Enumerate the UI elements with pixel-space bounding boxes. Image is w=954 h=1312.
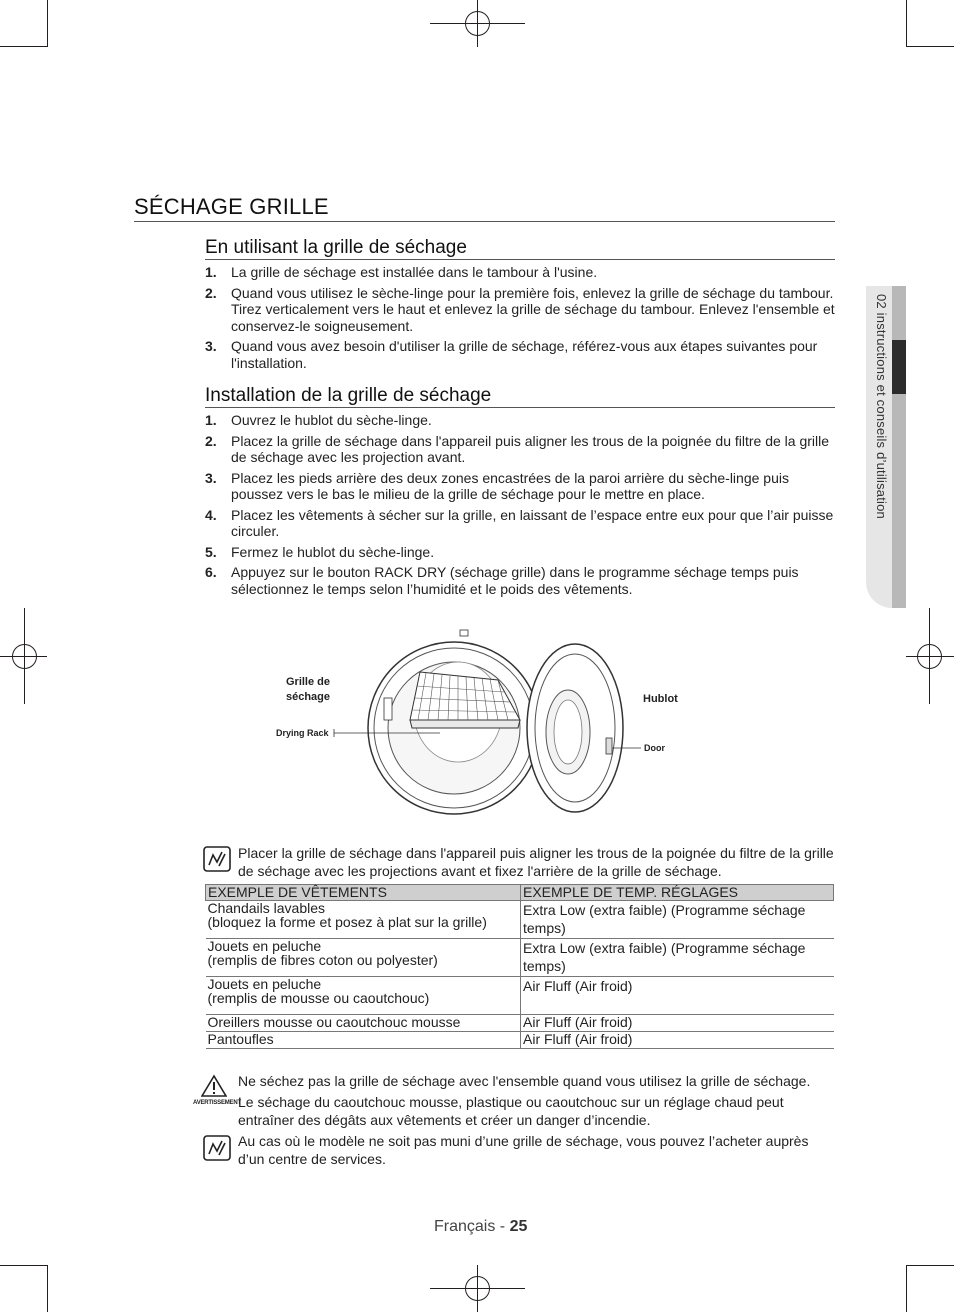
rack-label-en: Drying Rack xyxy=(276,728,329,738)
warning-text-1: Ne séchez pas la grille de séchage avec l'ensemble quand vous utilisez la grille de séchage. xyxy=(238,1073,811,1089)
rack-label-fr-line1: Grille de xyxy=(285,676,331,688)
section-heading-using: En utilisant la grille de séchage xyxy=(205,236,835,260)
table-cell: Chandails lavables xyxy=(207,900,326,916)
table-cell: Jouets en peluche xyxy=(207,938,322,954)
dryer-figure xyxy=(270,620,690,840)
clothing-settings-table xyxy=(205,884,834,1049)
table-cell: (remplis de fibres coton ou polyester) xyxy=(207,952,438,968)
warning-label: AVERTISSEMENT xyxy=(193,1100,241,1106)
list-item: 2. Placez la grille de séchage dans l'appareil puis aligner les trous de la poignée du filtre de la grille de séchage avec les projection avant. xyxy=(205,432,830,465)
page-footer xyxy=(434,1218,527,1236)
footer-separator: - xyxy=(495,1218,510,1235)
table-cell: Oreillers mousse ou caoutchouc mousse xyxy=(206,1015,521,1032)
list-item: 4. Placez les vêtements à sécher sur la grille, en laissant de l’espace entre eux pour que l’air puisse circuler. xyxy=(205,506,834,539)
list-item: 1. La grille de séchage est installée dans le tambour à l'usine. xyxy=(205,264,598,280)
installation-steps-list xyxy=(205,412,835,601)
chapter-side-marker xyxy=(892,340,906,394)
table-header-row xyxy=(206,885,834,901)
footer-language: Français xyxy=(434,1218,496,1235)
list-item: 2. Quand vous utilisez le sèche-linge pour la première fois, enlevez la grille de séchage du tambour. Tirez verticalement vers le haut et enlevez la grille de séchage du tambour. Enlevez l'ensemble et conservez-le soigneusement. xyxy=(205,284,835,334)
list-item: 6. Appuyez sur le bouton RACK DRY (séchage grille) dans le programme séchage temps puis sélectionnez le temps selon l’humidité et le poids des vêtements. xyxy=(205,564,799,597)
section-heading-installation: Installation de la grille de séchage xyxy=(205,384,835,408)
column-header-clothing: EXEMPLE DE VÊTEMENTS xyxy=(206,885,521,901)
note-text-placement: Placer la grille de séchage dans l'appareil puis aligner les trous de la poignée du filtre de la grille de séchage avec les projections avant et fixez l'arrière de la grille de séchage. xyxy=(238,845,834,879)
door-label-fr: Hublot xyxy=(643,693,678,705)
table-row xyxy=(206,939,834,977)
chapter-side-label: 02 instructions et conseils d’utilisation xyxy=(874,294,889,519)
table-row xyxy=(206,901,834,939)
dryer-illustration xyxy=(270,620,690,840)
table-cell: Pantoufles xyxy=(206,1032,521,1049)
using-steps-list xyxy=(205,264,835,375)
door-illustration xyxy=(527,644,623,812)
list-item: 5. Fermez le hublot du sèche-linge. xyxy=(205,543,435,560)
list-item: 3. Placez les pieds arrière des deux zones encastrées de la paroi arrière du sèche-linge puis poussez vers le bas le milieu de la grille de séchage pour le mettre en place. xyxy=(205,469,789,502)
note-icon xyxy=(203,1135,231,1166)
warning-icon xyxy=(201,1074,227,1103)
note-icon xyxy=(203,846,231,877)
list-item: 1. Ouvrez le hublot du sèche-linge. xyxy=(205,412,432,428)
table-cell: (bloquez la forme et posez à plat sur la grille) xyxy=(207,914,487,930)
table-cell: Air Fluff (Air froid) xyxy=(521,1032,834,1049)
door-label-en: Door xyxy=(644,743,665,753)
column-header-settings: EXEMPLE DE TEMP. RÉGLAGES xyxy=(521,885,834,901)
table-row xyxy=(206,1032,834,1049)
table-cell: Air Fluff (Air froid) xyxy=(521,1015,834,1032)
warning-text-2: Le séchage du caoutchouc mousse, plastique ou caoutchouc sur un réglage chaud peut entraîner des dégâts aux vêtements et créer un danger d’incendie. xyxy=(238,1094,784,1128)
table-cell: Air Fluff (Air froid) xyxy=(521,977,834,1015)
table-cell: Jouets en peluche xyxy=(207,976,322,992)
rack-label-fr-line2: séchage xyxy=(285,691,331,703)
table-cell: Extra Low (extra faible) (Programme séchage temps) xyxy=(521,939,834,977)
table-row xyxy=(206,1015,834,1032)
table-cell: Extra Low (extra faible) (Programme séchage temps) xyxy=(521,901,834,939)
list-item: 3. Quand vous avez besoin d'utiliser la grille de séchage, référez-vous aux étapes suivantes pour l'installation. xyxy=(205,338,818,371)
table-cell: (remplis de mousse ou caoutchouc) xyxy=(207,990,430,1006)
page-title: SÉCHAGE GRILLE xyxy=(134,194,835,222)
page-number: 25 xyxy=(509,1218,528,1235)
chapter-side-bar xyxy=(892,286,906,608)
note-text-purchase: Au cas où le modèle ne soit pas muni d’une grille de séchage, vous pouvez l’acheter auprès d’un centre de services. xyxy=(238,1133,809,1167)
table-row xyxy=(206,977,834,1015)
